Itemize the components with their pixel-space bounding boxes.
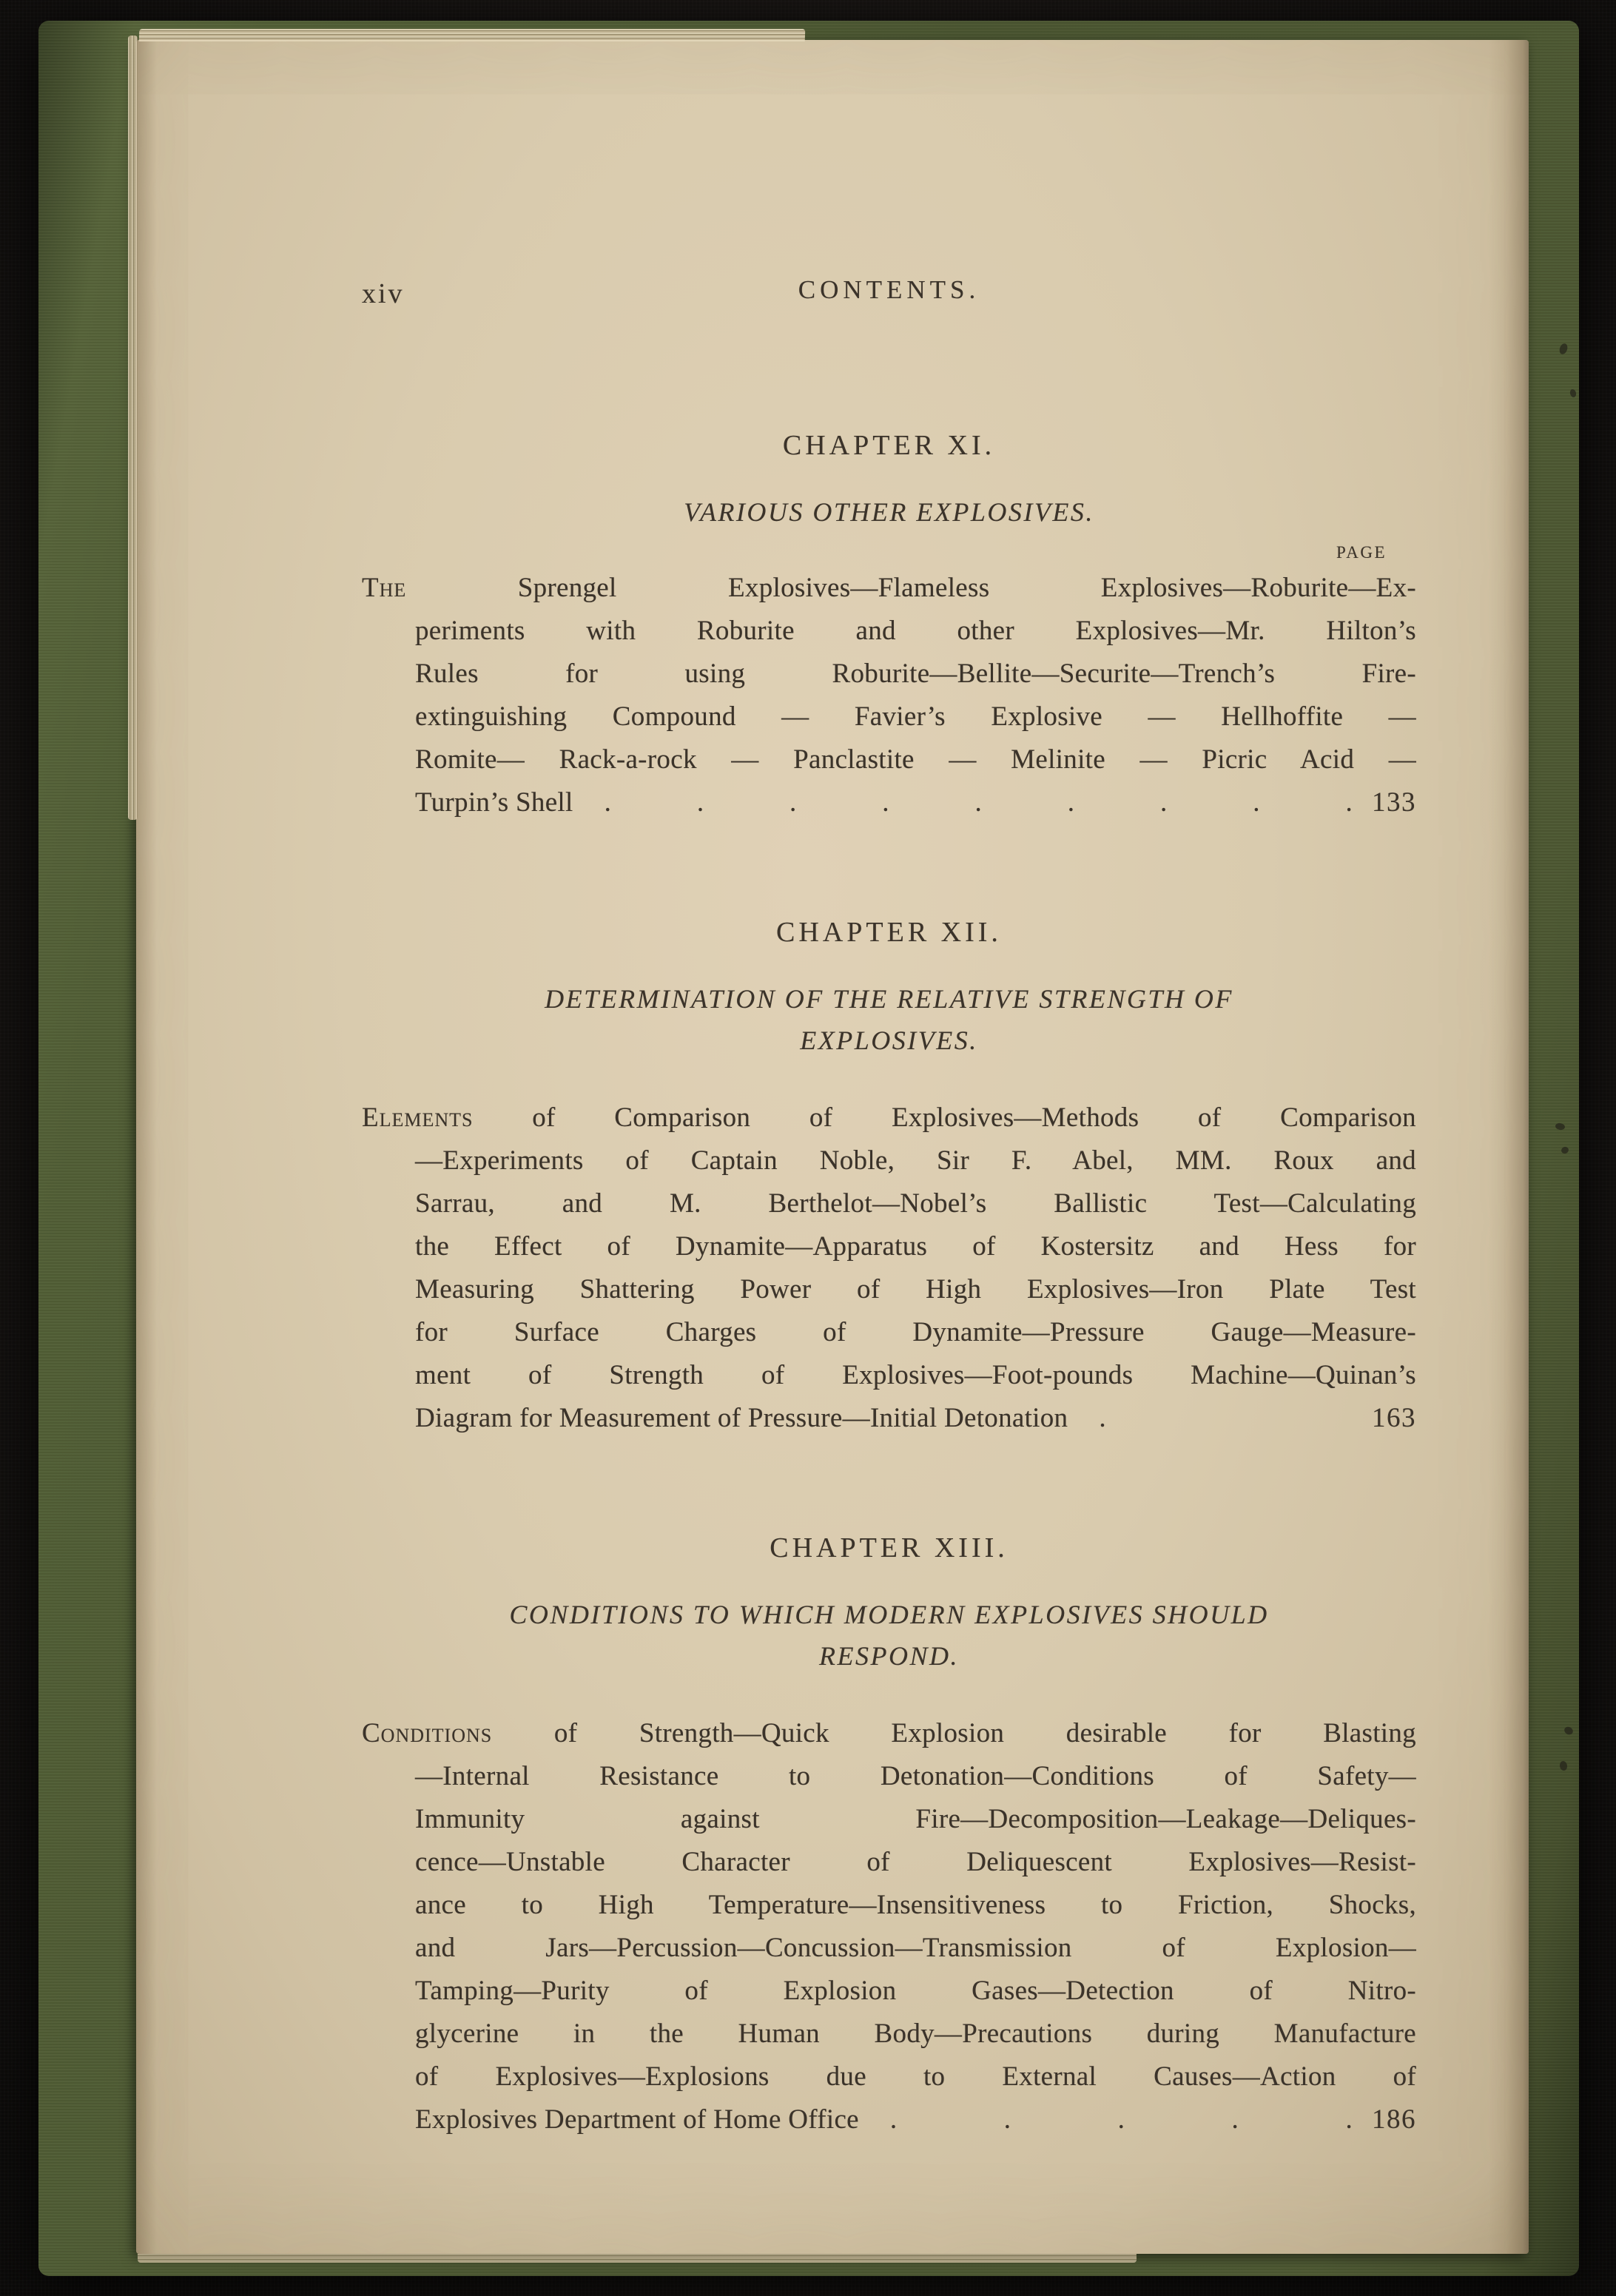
- binding-stitch-mark: [1569, 388, 1578, 398]
- chapter-section: [362, 425, 1416, 824]
- entry-line: of Explosives—Explosions due to External Causes—Action of: [415, 2061, 1416, 2092]
- chapter-entry: [362, 1712, 1416, 2141]
- page-stack-edges-left: [128, 36, 138, 820]
- entry-first-line: [362, 1712, 1416, 1755]
- binding-stitch-mark: [1563, 1726, 1574, 1737]
- entry-line: glycerine in the Human Body—Precautions during Manufacture: [415, 2019, 1416, 2049]
- page-stack-edges-top: [139, 29, 806, 41]
- chapter-heading: CHAPTER XIII.: [770, 1532, 1009, 1563]
- running-title: CONTENTS.: [798, 275, 980, 304]
- book-page: [136, 40, 1529, 2254]
- chapter-subtitle: [362, 491, 1416, 533]
- entry-line: Sarrau, and M. Berthelot—Nobel’s Ballistic Test—Calculating: [415, 1188, 1416, 1219]
- chapter-subtitle-line: DETERMINATION OF THE RELATIVE STRENGTH OF: [545, 984, 1233, 1014]
- entry-first-line: [362, 567, 1416, 610]
- entry-line: periments with Roburite and other Explosives—Mr. Hilton’s: [415, 616, 1416, 646]
- table-of-contents: [362, 425, 1416, 2141]
- book-cover: [38, 21, 1579, 2276]
- entry-last-text: Turpin’s Shell: [415, 787, 573, 818]
- entry-lead-word: Conditions: [362, 1718, 493, 1748]
- entry-first-line: [362, 1097, 1416, 1139]
- page-number: 133: [1372, 787, 1416, 818]
- chapter-section: [362, 1527, 1416, 2141]
- entry-last-line: [415, 1397, 1416, 1440]
- chapter-heading: CHAPTER XII.: [776, 917, 1002, 948]
- entry-last-line: [415, 781, 1416, 824]
- entry-lead-word: The: [362, 573, 407, 603]
- binding-stitch-mark: [1558, 343, 1569, 356]
- entry-line: for Surface Charges of Dynamite—Pressure Gauge—Measure-: [415, 1317, 1416, 1347]
- chapter-subtitle-line: RESPOND.: [819, 1641, 959, 1671]
- chapter-subtitle-line: CONDITIONS TO WHICH MODERN EXPLOSIVES SHOULD: [509, 1600, 1269, 1629]
- entry-line: cence—Unstable Character of Deliquescent Explosives—Resist-: [415, 1847, 1416, 1877]
- entry-line: ance to High Temperature—Insensitiveness to Friction, Shocks,: [415, 1890, 1416, 1920]
- binding-stitch-mark: [1561, 1145, 1570, 1154]
- dot-leader: . . . . . . . . .: [604, 787, 1353, 818]
- chapter-subtitle-line: EXPLOSIVES.: [800, 1026, 978, 1055]
- entry-line: Immunity against Fire—Decomposition—Leakage—Deliques-: [415, 1804, 1416, 1834]
- entry-line: extinguishing Compound — Favier’s Explosive — Hellhoffite —: [415, 701, 1416, 732]
- entry-last-text: Explosives Department of Home Office: [415, 2104, 859, 2135]
- chapter-entry: [362, 567, 1416, 824]
- chapter-subtitle-line: VARIOUS OTHER EXPLOSIVES.: [684, 497, 1094, 527]
- binding-stitch-mark: [1559, 1760, 1568, 1771]
- entry-first-rest: of Strength—Quick Explosion desirable for Blasting: [553, 1718, 1416, 1748]
- dot-leader: .: [1099, 1403, 1106, 1433]
- page-number: 163: [1372, 1403, 1416, 1433]
- entry-first-rest: Sprengel Explosives—Flameless Explosives—Roburite—Ex-: [517, 573, 1416, 603]
- entry-line: —Internal Resistance to Detonation—Conditions of Safety—: [415, 1761, 1416, 1791]
- entry-first-rest: of Comparison of Explosives—Methods of Comparison: [532, 1102, 1416, 1133]
- chapter-entry: [362, 1097, 1416, 1440]
- dot-leader: . . . . .: [889, 2104, 1353, 2135]
- chapter-section: [362, 912, 1416, 1440]
- entry-line: the Effect of Dynamite—Apparatus of Kostersitz and Hess for: [415, 1231, 1416, 1262]
- chapter-subtitle: [362, 978, 1416, 1061]
- page-column-label: PAGE: [1336, 543, 1387, 562]
- entry-line: Rules for using Roburite—Bellite—Securite—Trench’s Fire-: [415, 659, 1416, 689]
- folio-number: xiv: [362, 278, 405, 309]
- entry-lead-word: Elements: [362, 1102, 474, 1133]
- entry-line: —Experiments of Captain Noble, Sir F. Abel, MM. Roux and: [415, 1145, 1416, 1176]
- entry-last-text: Diagram for Measurement of Pressure—Initial Detonation: [415, 1403, 1068, 1433]
- entry-line: ment of Strength of Explosives—Foot-pounds Machine—Quinan’s: [415, 1360, 1416, 1390]
- page-header: [362, 275, 1416, 314]
- entry-last-line: [415, 2098, 1416, 2141]
- page-content: [362, 275, 1416, 2141]
- entry-line: Measuring Shattering Power of High Explosives—Iron Plate Test: [415, 1274, 1416, 1304]
- chapter-heading: CHAPTER XI.: [782, 430, 996, 461]
- entry-line: Romite— Rack-a-rock — Panclastite — Melinite — Picric Acid —: [415, 744, 1416, 775]
- chapter-subtitle: [362, 1594, 1416, 1677]
- entry-line: and Jars—Percussion—Concussion—Transmission of Explosion—: [415, 1933, 1416, 1963]
- page-stack-edges-bottom: [138, 2254, 1137, 2263]
- page-number: 186: [1372, 2104, 1416, 2135]
- entry-line: Tamping—Purity of Explosion Gases—Detection of Nitro-: [415, 1976, 1416, 2006]
- binding-stitch-mark: [1555, 1122, 1565, 1131]
